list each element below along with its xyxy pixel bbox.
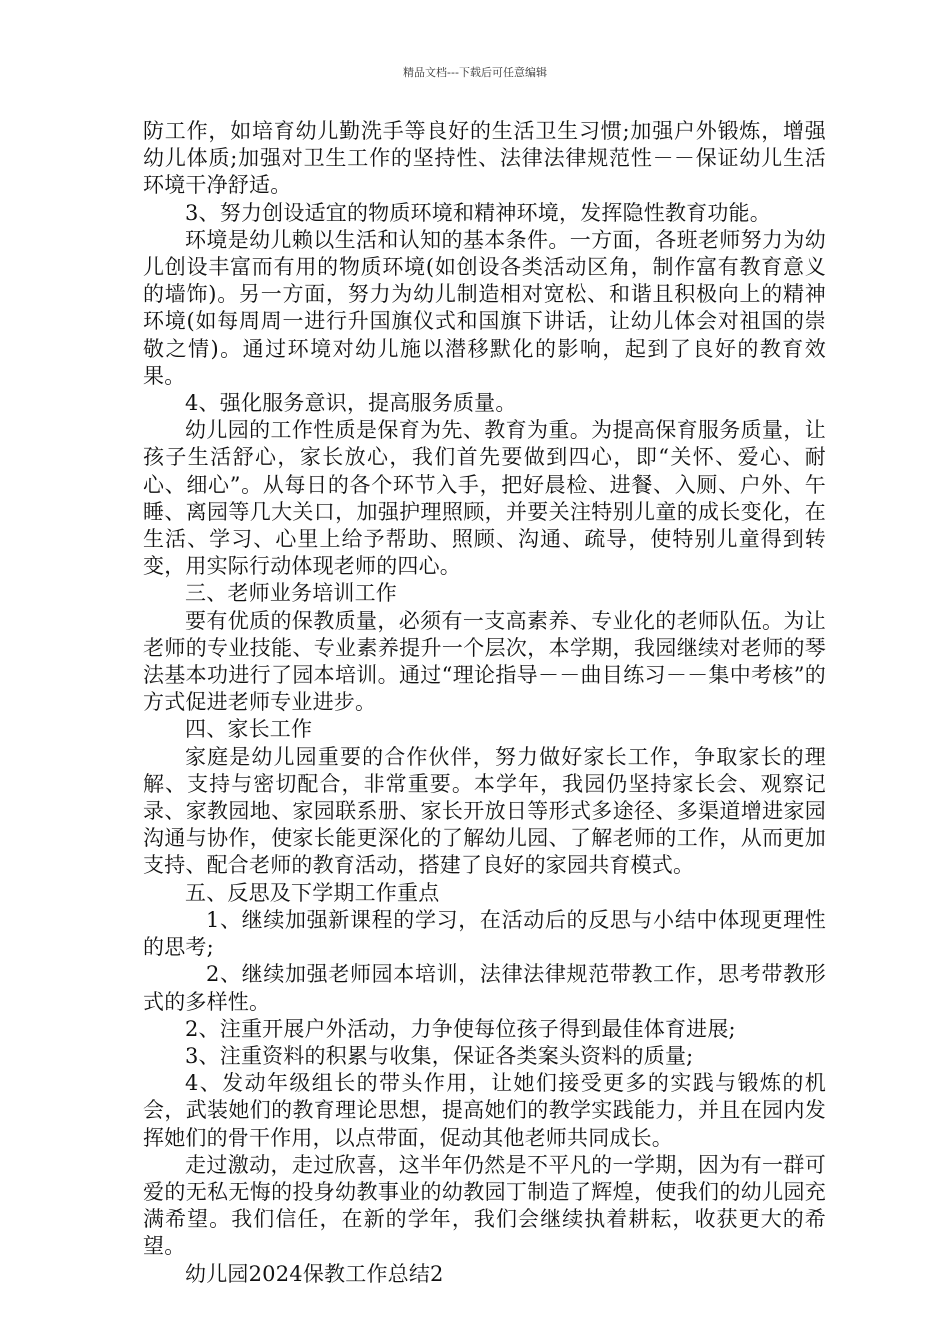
section-heading-parent-work: 四、家长工作	[185, 717, 313, 742]
section-heading-teacher-training: 三、老师业务培训工作	[185, 581, 397, 606]
paragraph-conclusion: 走过激动，走过欣喜，这半年仍然是不平凡的一学期，因为有一群可爱的无私无悔的投身幼教事业的幼教园丁制造了辉煌，使我们的幼儿园充满希望。我们信任，在新的学年，我们会继续执着耕耘，收获更大的希望。	[143, 1152, 826, 1259]
section-heading-reflection: 五、反思及下学期工作重点	[185, 880, 440, 905]
paragraph-hygiene-continued: 防工作，如培育幼儿勤洗手等良好的生活卫生习惯;加强户外锻炼，增强幼儿体质;加强对卫生工作的坚持性、法律法律规范性－－保证幼儿生活环境干净舒适。	[143, 119, 826, 198]
next-document-title: 幼儿园2024保教工作总结2	[185, 1261, 444, 1286]
heading-service: 4、强化服务意识，提高服务质量。	[185, 391, 517, 416]
document-body	[143, 118, 826, 1288]
list-item-outdoor-activity: 2、注重开展户外活动，力争使每位孩子得到最佳体育进展;	[185, 1016, 736, 1041]
paragraph-parent-work: 家庭是幼儿园重要的合作伙伴，努力做好家长工作，争取家长的理解、支持与密切配合，非常重要。本学年，我园仍坚持家长会、观察记录、家教园地、家园联系册、家长开放日等形式多途径、多渠道增进家园沟通与协作，使家长能更深化的了解幼儿园、了解老师的工作，从而更加支持、配合老师的教育活动，搭建了良好的家园共育模式。	[143, 744, 826, 878]
list-item-new-curriculum: 1、继续加强新课程的学习，在活动后的反思与小结中体现更理性的思考;	[143, 907, 826, 960]
list-item-teacher-training: 2、继续加强老师园本培训，法律法律规范带教工作，思考带教形式的多样性。	[143, 962, 826, 1014]
paragraph-environment: 环境是幼儿赖以生活和认知的基本条件。一方面，各班老师努力为幼儿创设丰富而有用的物质环境(如创设各类活动区角，制作富有教育意义的墙饰)。另一方面，努力为幼儿制造相对宽松、和谐且积极向上的精神环境(如每周周一进行升国旗仪式和国旗下讲话，让幼儿体会对祖国的崇敬之情)。通过环境对幼儿施以潜移默化的影响，起到了良好的教育效果。	[143, 227, 826, 388]
heading-environment: 3、努力创设适宜的物质环境和精神环境，发挥隐性教育功能。	[185, 200, 771, 225]
paragraph-teacher-training: 要有优质的保教质量，必须有一支高素养、专业化的老师队伍。为让老师的专业技能、专业素养提升一个层次，本学期，我园继续对老师的琴法基本功进行了园本培训。通过“理论指导－－曲目练习－－集中考核”的方式促进老师专业进步。	[143, 608, 826, 715]
paragraph-service: 幼儿园的工作性质是保育为先、教育为重。为提高保育服务质量，让孩子生活舒心，家长放心，我们首先要做到四心，即“关怀、爱心、耐心、细心”。从每日的各个环节入手，把好晨检、进餐、入厕、户外、午睡、离园等几大关口，加强护理照顾，并要关注特别儿童的成长变化，在生活、学习、心里上给予帮助、照顾、沟通、疏导，使特别儿童得到转变，用实际行动体现老师的四心。	[143, 418, 826, 579]
document-header: 精品文档---下载后可任意编辑	[403, 66, 547, 79]
list-item-materials: 3、注重资料的积累与收集，保证各类案头资料的质量;	[185, 1043, 694, 1068]
list-item-group-leader: 4、发动年级组长的带头作用，让她们接受更多的实践与锻炼的机会，武装她们的教育理论思想，提高她们的教学实践能力，并且在园内发挥她们的骨干作用，以点带面，促动其他老师共同成长。	[143, 1071, 826, 1150]
